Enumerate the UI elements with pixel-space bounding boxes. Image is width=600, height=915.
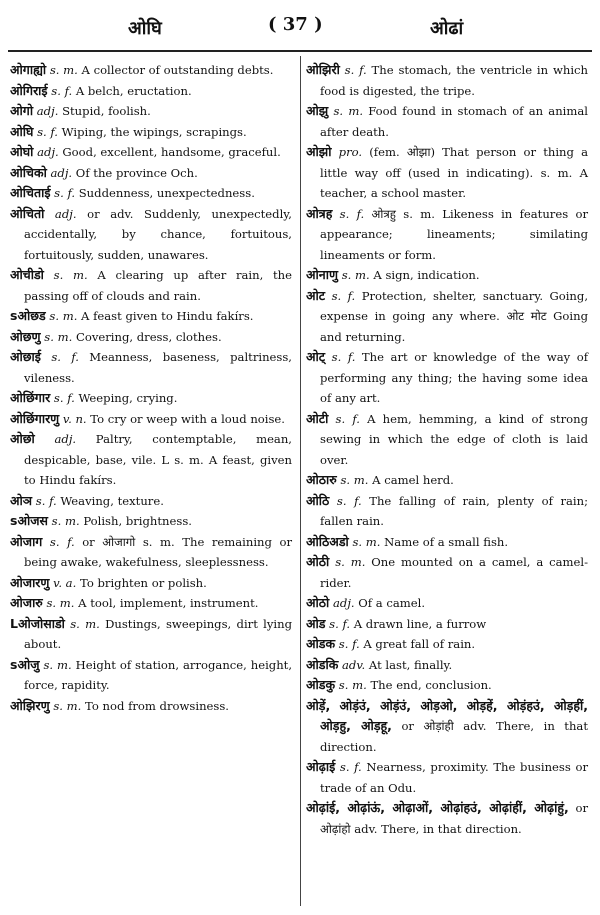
entry-part-of-speech: s. f. — [54, 186, 76, 200]
entry-definition: A collector of outstanding debts. — [77, 63, 274, 77]
entry-definition: A feast given to Hindu fakírs. — [77, 309, 254, 323]
entry-headword: ओट् — [306, 349, 326, 364]
entry-definition: or ओढ़ांहो adv. There, in that direction. — [320, 801, 588, 836]
dictionary-entry — [10, 696, 292, 717]
entry-headword: ओटी — [306, 410, 329, 426]
entry-definition: A camel herd. — [368, 473, 454, 487]
left-column — [10, 60, 292, 716]
entry-headword: sओजस — [10, 513, 48, 528]
entry-definition: A sign, indication. — [369, 268, 480, 282]
dictionary-entry — [10, 532, 292, 573]
entry-headword: sओछड — [10, 308, 46, 323]
entry-definition: Height of station, arrogance, height, force, rapidity. — [24, 657, 293, 692]
dictionary-entry — [306, 614, 588, 635]
entry-part-of-speech: adj. — [36, 104, 59, 118]
entry-definition: To brighten or polish. — [76, 575, 207, 590]
entry-part-of-speech: s. f. — [35, 493, 57, 508]
entry-part-of-speech: s. m. — [335, 555, 366, 569]
entry-part-of-speech: adj. — [54, 432, 77, 446]
dictionary-entry — [306, 142, 588, 204]
entry-headword: ओजारु — [10, 595, 43, 610]
entry-headword: ओगिराई — [10, 82, 48, 98]
entry-part-of-speech: s. m. — [49, 309, 78, 323]
entry-definition: Suddenness, unexpectedness. — [75, 186, 255, 200]
entry-headword: ओडकि — [306, 656, 339, 672]
entry-part-of-speech: s. f. — [331, 350, 356, 364]
entry-part-of-speech: adj. — [54, 206, 77, 221]
entry-definition: A hem, hemming, a kind of strong sewing in which the edge of cloth is laid over. — [320, 411, 588, 467]
entry-definition: Stupid, foolish. — [58, 104, 151, 118]
entry-part-of-speech: s. m. — [338, 678, 367, 692]
entry-part-of-speech: s. m. — [44, 329, 73, 344]
entry-part-of-speech: s. m. — [333, 104, 364, 118]
entry-headword: ओचिको — [10, 164, 47, 180]
entry-headword: sओजु — [10, 656, 40, 672]
entry-part-of-speech: s. f. — [51, 350, 79, 364]
entry-part-of-speech: s. m. — [341, 268, 370, 282]
entry-headword: ओछिंगार — [10, 390, 51, 405]
dictionary-entry — [10, 183, 292, 204]
entry-part-of-speech: s. f. — [339, 760, 362, 774]
entry-part-of-speech: v. n. — [62, 411, 87, 426]
entry-headword: ओठि — [306, 492, 330, 508]
entry-definition: Paltry, contemptable, mean, despicable, base, vile. L s. m. A feast, given to Hindu fakírs. — [24, 432, 292, 487]
dictionary-entry — [10, 327, 292, 348]
entry-part-of-speech: adj. — [332, 596, 355, 610]
page-header — [0, 8, 600, 42]
dictionary-entry — [10, 429, 292, 491]
entry-part-of-speech: s. m. — [70, 616, 100, 631]
entry-definition: The end, conclusion. — [366, 678, 492, 692]
dictionary-entry — [10, 614, 292, 655]
entry-definition: Name of a small fish. — [380, 534, 509, 549]
entry-definition: Protection, shelter, sanctuary. Going, expense in going any where. ओट मोट Going and returning. — [320, 288, 589, 344]
entry-part-of-speech: s. f. — [53, 391, 75, 405]
entry-headword: ओझिरी — [306, 62, 340, 77]
entry-definition: Weaving, texture. — [56, 493, 164, 508]
dictionary-entry — [306, 532, 588, 553]
entry-headword: ओझो — [306, 144, 332, 159]
dictionary-entry — [10, 491, 292, 512]
dictionary-entry — [10, 306, 292, 327]
entry-headword: ओढ़ाई — [306, 759, 336, 774]
entry-headword: ओगो — [10, 103, 34, 118]
dictionary-entry — [10, 655, 292, 696]
entry-definition: Of the province Och. — [72, 165, 198, 180]
entry-headword: ओट — [306, 287, 326, 303]
dictionary-entry — [306, 757, 588, 798]
entry-headword: ओजारणु — [10, 574, 50, 590]
dictionary-entry — [306, 204, 588, 266]
dictionary-entry — [10, 122, 292, 143]
dictionary-entry — [306, 286, 588, 348]
entry-definition: Good, excellent, handsome, graceful. — [58, 145, 281, 159]
entry-part-of-speech: s. f. — [49, 534, 75, 549]
entry-definition: Of a camel. — [354, 596, 426, 610]
entry-headword: ओछणु — [10, 328, 41, 344]
dictionary-entry — [306, 347, 588, 409]
dictionary-entry — [306, 470, 588, 491]
dictionary-entry — [306, 101, 588, 142]
entry-headword: ओनाणु — [306, 267, 339, 282]
entry-part-of-speech: pro. — [338, 145, 363, 159]
entry-headword: ओझु — [306, 103, 329, 118]
entry-part-of-speech: s. f. — [336, 493, 362, 508]
page-number: ( 37 ) — [268, 14, 323, 35]
entry-definition: Food found in stomach of an animal after death. — [320, 104, 589, 139]
dictionary-entry — [10, 163, 292, 184]
header-left-word: ओघि — [128, 18, 162, 39]
entry-definition: A clearing up after rain, the passing off of clouds and rain. — [24, 268, 292, 303]
dictionary-entry — [10, 101, 292, 122]
dictionary-entry — [306, 265, 588, 286]
entry-definition: A great fall of rain. — [359, 637, 476, 651]
entry-part-of-speech: s. f. — [331, 288, 356, 303]
entry-headword: ओड़ें, ओड़ंउं, ओड़ंउं, ओड़ओ, ओड़हें, ओड़ंहउं, ओड़हीं, ओड़हु, ओड़हू, — [306, 697, 588, 733]
entry-part-of-speech: s. f. — [37, 124, 58, 139]
entry-part-of-speech: s. m. — [49, 63, 78, 77]
dictionary-entry — [10, 511, 292, 532]
entry-definition: or adv. Suddenly, unexpectedly, accidentally, by chance, fortuitous, fortuitously, sudden, unawares. — [24, 206, 292, 262]
header-right-word: ओढां — [430, 18, 464, 39]
dictionary-entry — [10, 81, 292, 102]
dictionary-entry — [10, 265, 292, 306]
entry-definition: The stomach, the ventricle in which food is digested, the tripe. — [320, 63, 589, 98]
dictionary-entry — [306, 655, 588, 676]
entry-definition: Meanness, baseness, paltriness, vileness. — [24, 350, 292, 385]
dictionary-entry — [306, 634, 588, 655]
entry-part-of-speech: adj. — [37, 145, 59, 159]
entry-part-of-speech: s. f. — [338, 637, 360, 651]
entry-headword: ओड — [306, 615, 326, 631]
entry-headword: ओझिरणु — [10, 697, 50, 713]
entry-part-of-speech: s. m. — [340, 473, 369, 487]
header-rule — [8, 50, 592, 52]
entry-headword: ओचिताई — [10, 185, 51, 200]
entry-headword: ओगाह्यो — [10, 62, 47, 77]
dictionary-entry — [306, 675, 588, 696]
entry-part-of-speech: adv. — [342, 657, 366, 672]
entry-part-of-speech: s. f. — [329, 616, 351, 631]
entry-definition: Nearness, proximity. The business or trade of an Odu. — [320, 760, 589, 795]
entry-definition: (fem. ओझा) That person or thing a little way off (used in indicating). s. m. A teacher, a school master. — [320, 145, 589, 200]
entry-part-of-speech: v. a. — [53, 575, 77, 590]
entry-headword: ओत्रह — [306, 205, 333, 221]
entry-part-of-speech: s. m. — [51, 514, 80, 528]
column-divider — [300, 56, 301, 906]
dictionary-entry — [10, 347, 292, 388]
dictionary-entry — [306, 60, 588, 101]
entry-part-of-speech: s. m. — [46, 596, 75, 610]
dictionary-entry — [10, 409, 292, 430]
entry-part-of-speech: s. m. — [53, 698, 82, 713]
entry-definition: Wiping, the wipings, scrapings. — [58, 124, 247, 139]
entry-part-of-speech: s. m. — [53, 268, 88, 282]
entry-definition: A tool, implement, instrument. — [74, 596, 259, 610]
entry-definition: or ओड़ांही adv. There, in that direction. — [320, 719, 589, 754]
entry-definition: A belch, eructation. — [72, 83, 192, 98]
entry-part-of-speech: s. f. — [339, 206, 365, 221]
dictionary-entry — [306, 798, 588, 839]
entry-part-of-speech: s. m. — [43, 657, 72, 672]
right-column — [306, 60, 588, 839]
entry-headword: ओछाई — [10, 349, 41, 364]
entry-part-of-speech: s. f. — [344, 63, 367, 77]
entry-headword: ओघि — [10, 123, 34, 139]
entry-part-of-speech: s. f. — [335, 411, 360, 426]
dictionary-entry — [306, 696, 588, 758]
entry-headword: ओचीडो — [10, 267, 44, 282]
entry-part-of-speech: adj. — [50, 165, 73, 180]
entry-definition: One mounted on a camel, a camel-rider. — [320, 555, 589, 590]
entry-headword: ओञ — [10, 492, 33, 508]
entry-definition: Dustings, sweepings, dirt lying about. — [24, 616, 293, 651]
dictionary-entry — [10, 204, 292, 266]
dictionary-entry — [10, 573, 292, 594]
dictionary-entry — [306, 409, 588, 471]
entry-headword: ओछो — [10, 431, 35, 446]
entry-definition: To nod from drowsiness. — [81, 698, 229, 713]
entry-definition: To cry or weep with a loud noise. — [86, 411, 285, 426]
dictionary-entry — [10, 142, 292, 163]
entry-headword: ओठो — [306, 595, 330, 610]
dictionary-entry — [10, 60, 292, 81]
dictionary-entry — [306, 491, 588, 532]
entry-definition: The art or knowledge of the way of performing any thing; the having some idea of any art. — [320, 350, 589, 405]
entry-headword: ओठारु — [306, 472, 337, 487]
entry-headword: ओडक — [306, 636, 336, 651]
entry-definition: Polish, brightness. — [79, 514, 192, 528]
entry-headword: ओघो — [10, 144, 34, 159]
entry-headword: ओछिंगारणु — [10, 410, 60, 426]
entry-definition: Covering, dress, clothes. — [72, 329, 222, 344]
entry-definition: A drawn line, a furrow — [350, 616, 487, 631]
entry-headword: ओठी — [306, 554, 330, 569]
dictionary-entry — [306, 552, 588, 593]
entry-definition: or ओजागो s. m. The remaining or being awake, wakefulness, sleeplessness. — [24, 534, 293, 569]
entry-headword: ओठिअडो — [306, 533, 349, 549]
entry-headword: ओडकु — [306, 677, 336, 692]
entry-definition: ओत्रहु s. m. Likeness in features or appearance; lineaments; similating lineaments or form. — [320, 206, 589, 262]
dictionary-entry — [306, 593, 588, 614]
entry-part-of-speech: s. m. — [352, 534, 381, 549]
entry-headword: ओढ़ांई, ओढ़ांऊं, ओढ़ाओं, ओढ़ांहउं, ओढ़ांहीं, ओढ़ांहुं, — [306, 800, 569, 815]
entry-part-of-speech: s. f. — [51, 83, 73, 98]
dictionary-entry — [10, 388, 292, 409]
entry-definition: At last, finally. — [365, 657, 453, 672]
entry-headword: ओजाग — [10, 533, 43, 549]
entry-headword: ओचितो — [10, 205, 45, 221]
entry-headword: Lओजोसाडो — [10, 615, 65, 631]
entry-definition: Weeping, crying. — [74, 391, 178, 405]
dictionary-entry — [10, 593, 292, 614]
entry-definition: The falling of rain, plenty of rain; fallen rain. — [320, 493, 588, 528]
